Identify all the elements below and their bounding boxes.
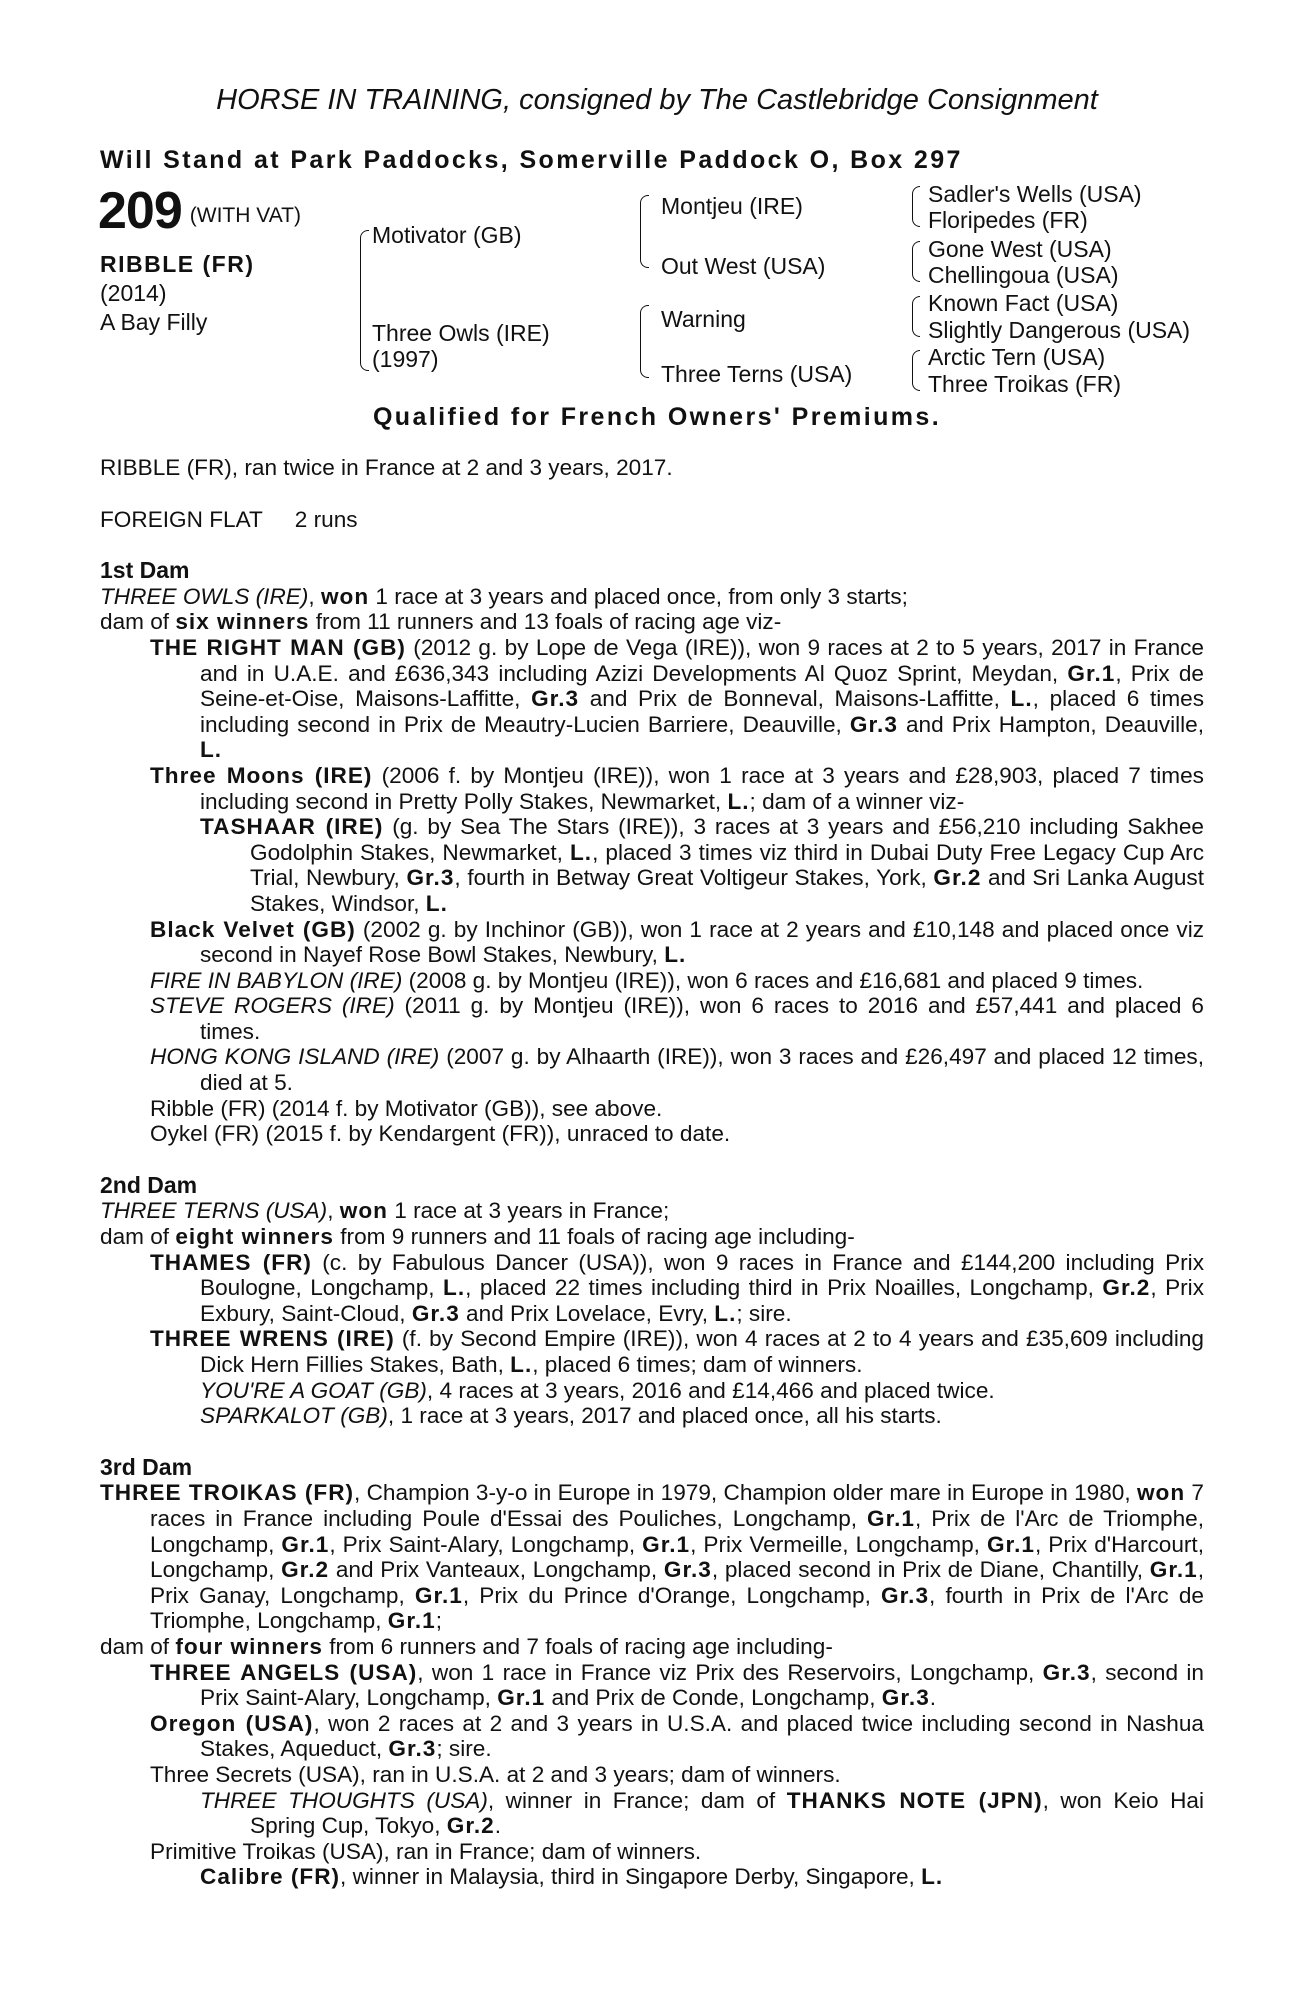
bracket-dam	[360, 300, 369, 371]
listed: L.	[510, 1352, 533, 1377]
bracket-g3-d	[912, 261, 920, 282]
pedigree-sds: Gone West (USA)	[928, 236, 1112, 262]
dam3-runners: from 6 runners and 7 foals of racing age including-	[322, 1633, 833, 1659]
bracket-g3-e	[912, 296, 920, 317]
text: .	[929, 1685, 937, 1711]
text: (c. by Fabulous Dancer (USA)), won 9 races in France and £144,200 including Prix Boulogne, Longchamp,	[200, 1249, 1204, 1301]
pedigree-dds: Arctic Tern (USA)	[928, 344, 1106, 370]
grade: Gr.2	[446, 1813, 495, 1839]
text: , winner in Malaysia, third in Singapore Derby, Singapore,	[340, 1864, 922, 1890]
dam1-produce-8: Oykel (FR) (2015 f. by Kendargent (FR)), unraced to date.	[150, 1121, 731, 1147]
foreign-flat-runs: 2 runs	[294, 506, 358, 532]
text: and Prix Vanteaux, Longchamp,	[329, 1557, 664, 1583]
vat-note: (WITH VAT)	[189, 204, 301, 227]
foreign-flat-line	[100, 507, 1204, 533]
text: (2008 g. by Montjeu (IRE)), won 6 races and £16,681 and placed 9 times.	[402, 967, 1144, 993]
produce-name: Black Velvet (GB)	[150, 916, 356, 942]
text: ; sire.	[736, 1300, 792, 1326]
text: (2006 f. by Montjeu (IRE)), won 1 race at 3 years and £28,903, placed 7 times including second in Pretty Polly Stakes, Newmarket,	[200, 762, 1204, 814]
dam2-name: THREE TERNS (USA)	[100, 1198, 328, 1224]
text: , Champion 3-y-o in Europe in 1979, Champion older mare in Europe in 1980,	[354, 1480, 1137, 1506]
pedigree-sire-sire: Montjeu (IRE)	[661, 193, 803, 219]
text: (2011 g. by Montjeu (IRE)), won 6 races to 2016 and £57,441 and placed 6 times.	[200, 993, 1204, 1044]
dam1-produce-1	[100, 635, 1204, 763]
dam2-won: won	[339, 1198, 388, 1224]
text: , Prix du Prince d'Orange, Longchamp,	[462, 1582, 882, 1608]
text: , placed second in Prix de Diane, Chantilly,	[711, 1557, 1150, 1583]
pedigree-dam: Three Owls (IRE)	[372, 320, 550, 346]
grade: Gr.3	[388, 1736, 437, 1762]
grade: Gr.2	[933, 865, 982, 891]
dam3-dam-of: dam of	[100, 1633, 176, 1659]
dam1-produce-2-foal	[100, 814, 1204, 916]
bracket-sd	[640, 231, 649, 268]
text: , Prix Ganay, Longchamp,	[150, 1557, 1204, 1608]
produce-name: THREE ANGELS (USA)	[150, 1659, 418, 1685]
produce-name: THE RIGHT MAN (GB)	[150, 634, 406, 660]
text: 7 races in France including Poule d'Essai des Pouliches, Longchamp,	[150, 1480, 1205, 1531]
dam2-produce-2-foal-1	[100, 1378, 1204, 1404]
dam1-produce-4	[100, 968, 1204, 994]
bracket-g3-h	[912, 370, 920, 391]
text: , winner in France; dam of	[487, 1787, 787, 1813]
dam3-produce-3-foal	[100, 1788, 1204, 1839]
text: , 1 race at 3 years, 2017 and placed once, all his starts.	[387, 1403, 942, 1429]
grade: Gr.3	[531, 686, 580, 712]
listed: L.	[570, 839, 593, 865]
text: , fourth in Betway Great Voltigeur Stakes, York,	[454, 865, 934, 891]
listed: L.	[443, 1275, 466, 1301]
text: , Prix de l'Arc de Triomphe, Longchamp,	[150, 1505, 1204, 1557]
bracket-dd	[640, 341, 649, 378]
dam1-produce-3	[100, 917, 1204, 968]
dam2-produce-1	[100, 1250, 1204, 1327]
grade: Gr.3	[1042, 1659, 1091, 1685]
bracket-sire	[360, 230, 369, 301]
grade: Gr.3	[881, 1582, 930, 1608]
bracket-g3-g	[912, 350, 920, 371]
produce-name: TASHAAR (IRE)	[200, 814, 384, 840]
horse-info	[100, 250, 254, 337]
bracket-ds	[640, 305, 649, 342]
grade: Gr.1	[414, 1582, 463, 1608]
dam2-rest: 1 race at 3 years in France;	[387, 1198, 670, 1224]
dam3-produce-2	[100, 1711, 1204, 1762]
dam3-produce-4-foal	[100, 1864, 1204, 1890]
text: , Prix Exbury, Saint-Cloud,	[200, 1275, 1204, 1326]
text: , won Keio Hai Spring Cup, Tokyo,	[250, 1787, 1204, 1839]
pedigree-sire-dam: Out West (USA)	[661, 253, 826, 279]
text: , Prix Saint-Alary, Longchamp,	[329, 1531, 643, 1557]
grade: Gr.1	[281, 1531, 330, 1557]
produce-name: THAMES (FR)	[150, 1249, 312, 1275]
produce-name: STEVE ROGERS (IRE)	[150, 993, 395, 1019]
dam1-line2	[100, 609, 1204, 635]
dam1-produce-7: Ribble (FR) (2014 f. by Motivator (GB)), see above.	[150, 1095, 663, 1121]
dam1-won: won	[320, 583, 370, 609]
bracket-g3-a	[912, 186, 920, 207]
produce-name: THREE THOUGHTS (USA)	[200, 1787, 488, 1813]
grade: Gr.3	[406, 865, 455, 891]
foreign-flat-label: FOREIGN FLAT	[100, 506, 263, 532]
dam3-name: THREE TROIKAS (FR)	[100, 1480, 355, 1506]
text: .	[494, 1813, 502, 1839]
text: , 4 races at 3 years, 2016 and £14,466 and placed twice.	[426, 1377, 995, 1403]
horse-description: A Bay Filly	[100, 309, 208, 335]
dam1-dam-of: dam of	[100, 609, 176, 635]
text: (2002 g. by Inchinor (GB)), won 1 race at 2 years and £10,148 and placed once viz second in Nayef Rose Bowl Stakes, Newbury,	[200, 916, 1205, 968]
dam2-line1: THREE TERNS (USA), won 1 race at 3 years in France;	[100, 1198, 670, 1224]
dam1-produce-2	[100, 763, 1204, 814]
pedigree-dam-dam: Three Terns (USA)	[661, 361, 853, 387]
grade: Gr.3	[881, 1685, 930, 1711]
won: won	[1136, 1480, 1186, 1506]
text: , Prix d'Harcourt, Longchamp,	[150, 1531, 1204, 1583]
pedigree-sss: Sadler's Wells (USA)	[928, 181, 1142, 207]
listed: L.	[664, 942, 687, 968]
text: ; sire.	[436, 1736, 492, 1762]
dam1-rest: 1 race at 3 years and placed once, from only 3 starts;	[369, 583, 908, 609]
text: and Prix de Bonneval, Maisons-Laffitte,	[579, 686, 1011, 712]
listed: L.	[1010, 686, 1033, 712]
text: and Prix Hampton, Deauville,	[897, 711, 1205, 737]
pedigree-dam-year: (1997)	[372, 346, 439, 372]
stand-location: Will Stand at Park Paddocks, Somerville Paddock O, Box 297	[100, 146, 963, 174]
text: and Prix Lovelace, Evry,	[459, 1300, 715, 1326]
dam3-line2	[100, 1634, 1204, 1660]
catalogue-body	[100, 455, 1204, 1890]
listed: L.	[425, 890, 448, 916]
grade: Gr.1	[497, 1685, 546, 1711]
dam3-heading: 3rd Dam	[100, 1453, 193, 1480]
horse-name: RIBBLE (FR)	[100, 251, 255, 277]
pedigree-dam-sire: Warning	[661, 306, 746, 332]
text: , Prix de Seine-et-Oise, Maisons-Laffitte,	[200, 660, 1204, 712]
grade: Gr.1	[867, 1505, 915, 1531]
dam1-runners: from 11 runners and 13 foals of racing age viz-	[309, 609, 782, 635]
text: , won 2 races at 2 and 3 years in U.S.A. and placed twice including second in Nashua Stakes, Aqueduct,	[200, 1710, 1204, 1762]
produce-name: SPARKALOT (GB)	[200, 1403, 388, 1429]
bracket-g3-b	[912, 206, 920, 227]
listed: L.	[714, 1300, 737, 1326]
text: and Prix de Conde, Longchamp,	[545, 1685, 882, 1711]
page-title: HORSE IN TRAINING, consigned by The Castlebridge Consignment	[216, 84, 1098, 116]
text: (f. by Second Empire (IRE)), won 4 races at 2 to 4 years and £35,609 including Dick Hern Fillies Stakes, Bath,	[200, 1326, 1205, 1377]
lot-number: 209	[98, 182, 182, 240]
listed: L.	[921, 1864, 944, 1890]
text: , placed 6 times including second in Prix de Meautry-Lucien Barriere, Deauville,	[200, 686, 1204, 737]
grade: Gr.1	[1149, 1557, 1198, 1583]
horse-year: (2014)	[100, 280, 167, 306]
grade: Gr.3	[849, 711, 898, 737]
summary-line: RIBBLE (FR), ran twice in France at 2 and 3 years, 2017.	[100, 455, 673, 480]
dam1-heading: 1st Dam	[100, 557, 190, 584]
listed: L.	[727, 788, 750, 814]
bracket-ss	[640, 195, 649, 232]
dam3-produce-4: Primitive Troikas (USA), ran in France; dam of winners.	[150, 1838, 702, 1864]
lot-header	[98, 181, 301, 241]
dam1-produce-6	[100, 1044, 1204, 1095]
produce-name: THANKS NOTE (JPN)	[786, 1787, 1043, 1813]
pedigree-dsd: Slightly Dangerous (USA)	[928, 317, 1191, 343]
qualified-note: Qualified for French Owners' Premiums.	[372, 403, 942, 431]
dam3-produce-1	[100, 1660, 1204, 1711]
dam3-winners: four winners	[175, 1633, 323, 1659]
pedigree-dss: Known Fact (USA)	[928, 290, 1119, 316]
dam1-name: THREE OWLS (IRE)	[100, 583, 309, 609]
produce-name: Calibre (FR)	[200, 1864, 341, 1890]
text: and Sri Lanka August Stakes, Windsor,	[250, 865, 1204, 916]
dam2-heading: 2nd Dam	[100, 1171, 198, 1198]
grade: Gr.1	[387, 1608, 436, 1634]
pedigree-ddd: Three Troikas (FR)	[928, 371, 1121, 397]
produce-name: Three Moons (IRE)	[150, 762, 373, 788]
text: (2007 g. by Alhaarth (IRE)), won 3 races and £26,497 and placed 12 times, died at 5.	[200, 1044, 1204, 1096]
dam2-runners: from 9 runners and 11 foals of racing age including-	[333, 1224, 855, 1250]
pedigree-sdd: Chellingoua (USA)	[928, 262, 1119, 288]
dam2-produce-2-foal-2	[100, 1403, 1204, 1429]
text: ;	[435, 1608, 443, 1634]
produce-name: Oregon (USA)	[150, 1710, 314, 1736]
text: , won 1 race in France viz Prix des Reservoirs, Longchamp,	[417, 1659, 1043, 1685]
dam3-produce-3: Three Secrets (USA), ran in U.S.A. at 2 and 3 years; dam of winners.	[150, 1761, 841, 1787]
listed: L.	[200, 737, 223, 763]
text: , placed 3 times viz third in Dubai Duty Free Legacy Cup Arc Trial, Newbury,	[250, 839, 1204, 891]
dam3-line1	[100, 1480, 1204, 1634]
dam2-produce-2	[100, 1326, 1204, 1377]
grade: Gr.1	[642, 1531, 691, 1557]
grade: Gr.1	[986, 1531, 1035, 1557]
dam2-line2	[100, 1224, 1204, 1250]
bracket-g3-c	[912, 241, 920, 262]
text: (2012 g. by Lope de Vega (IRE)), won 9 races at 2 to 5 years, 2017 in France and in U.A.E. and £636,343 including Azizi Developments Al Quoz Sprint, Meydan,	[200, 634, 1204, 686]
dam2-dam-of: dam of	[100, 1224, 176, 1250]
text: , second in Prix Saint-Alary, Longchamp,	[200, 1659, 1204, 1711]
produce-name: THREE WRENS (IRE)	[150, 1326, 395, 1352]
dam2-winners: eight winners	[175, 1224, 334, 1250]
bracket-g3-f	[912, 316, 920, 337]
dam1-produce-5	[100, 993, 1204, 1044]
grade: Gr.2	[1102, 1275, 1151, 1301]
grade: Gr.3	[663, 1557, 712, 1583]
dam1-winners: six winners	[175, 609, 310, 635]
text: , Prix Vermeille, Longchamp,	[690, 1531, 987, 1557]
text: , fourth in Prix de l'Arc de Triomphe, Longchamp,	[150, 1582, 1204, 1634]
text: ; dam of a winner viz-	[749, 788, 965, 814]
produce-name: YOU'RE A GOAT (GB)	[200, 1377, 427, 1403]
dam1-line1: THREE OWLS (IRE), won 1 race at 3 years and placed once, from only 3 starts;	[100, 583, 908, 609]
text: (g. by Sea The Stars (IRE)), 3 races at 3 years and £56,210 including Sakhee Godolphin Stakes, Newmarket,	[250, 814, 1204, 865]
pedigree-ssd: Floripedes (FR)	[928, 207, 1088, 233]
text: , placed 22 times including third in Prix Noailles, Longchamp,	[465, 1275, 1103, 1301]
pedigree-sire: Motivator (GB)	[372, 222, 522, 248]
text: , placed 6 times; dam of winners.	[532, 1352, 863, 1377]
grade: Gr.3	[411, 1300, 460, 1326]
produce-name: FIRE IN BABYLON (IRE)	[150, 967, 403, 993]
grade: Gr.1	[1067, 660, 1116, 686]
produce-name: HONG KONG ISLAND (IRE)	[150, 1044, 440, 1070]
grade: Gr.2	[281, 1557, 330, 1583]
